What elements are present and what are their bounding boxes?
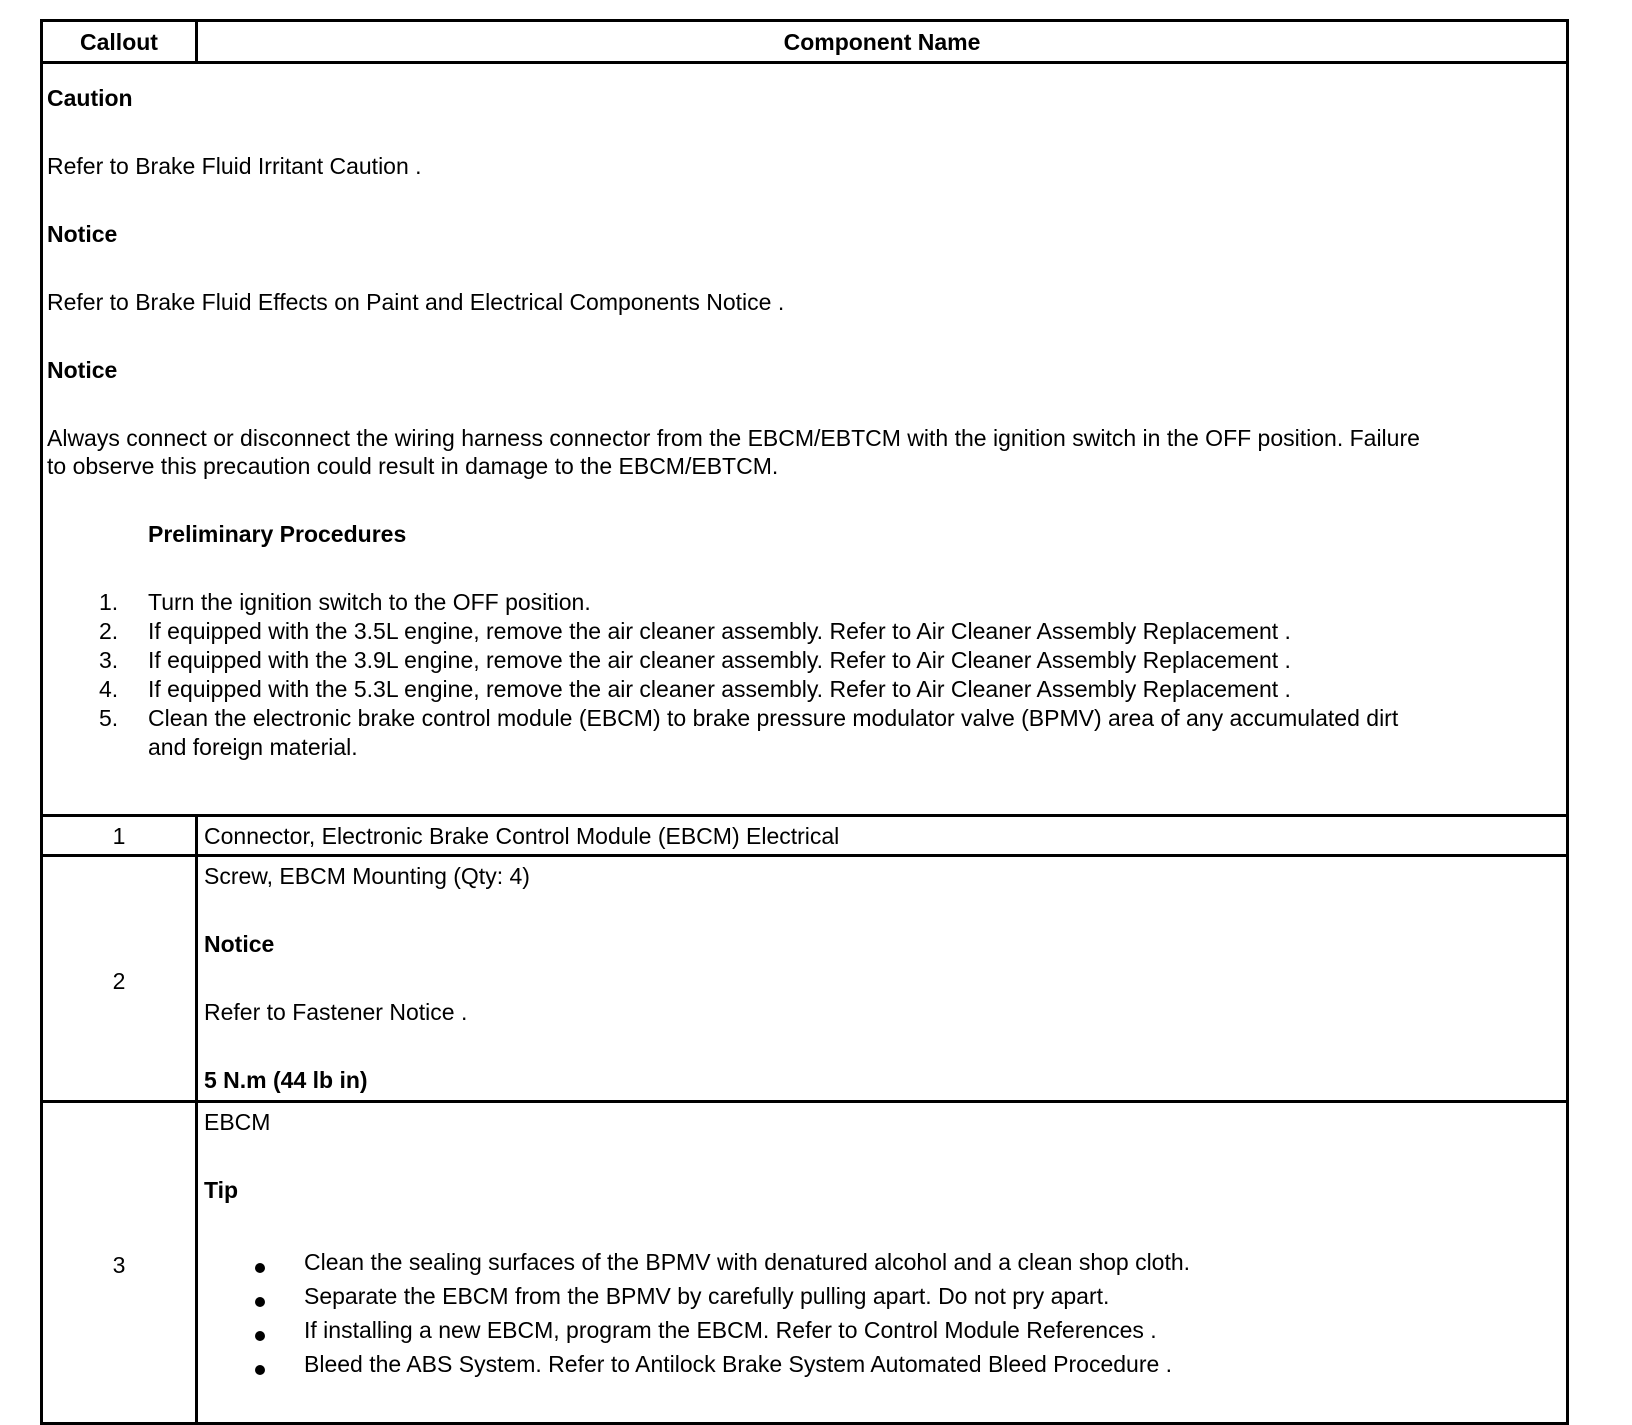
callout-number: 1 <box>112 823 126 849</box>
step-text-continued: and foreign material. <box>148 734 358 760</box>
header-callout: Callout <box>80 29 158 55</box>
notice-title: Notice <box>47 357 118 383</box>
component-name: Screw, EBCM Mounting (Qty: 4) <box>204 863 530 889</box>
header-component-name: Component Name <box>783 29 981 55</box>
notice-text: Refer to Fastener Notice . <box>204 999 468 1025</box>
table-row <box>40 1100 1569 1425</box>
caution-title: Caution <box>47 85 133 111</box>
tip-title: Tip <box>204 1177 239 1203</box>
tip-bullet-text: If installing a new EBCM, program the EBCM. Refer to Control Module References . <box>304 1317 1157 1343</box>
step-text: Turn the ignition switch to the OFF position. <box>148 589 591 615</box>
column-divider <box>195 1103 198 1422</box>
bullet-icon <box>255 1365 265 1375</box>
component-table <box>40 19 1569 1410</box>
bullet-icon <box>255 1263 265 1273</box>
step-text: If equipped with the 3.5L engine, remove the air cleaner assembly. Refer to Air Cleaner Assembly Replacement . <box>148 618 1291 644</box>
component-name: EBCM <box>204 1109 271 1135</box>
step-number: 2. <box>99 618 119 644</box>
intro-row <box>40 61 1569 817</box>
step-number: 4. <box>99 676 119 702</box>
table-row <box>40 854 1569 1103</box>
step-text: Clean the electronic brake control module (EBCM) to brake pressure modulator valve (BPMV) area of any accumulated dirt <box>148 705 1399 731</box>
tip-bullet-text: Clean the sealing surfaces of the BPMV with denatured alcohol and a clean shop cloth. <box>304 1249 1191 1275</box>
table-header-row <box>40 19 1569 64</box>
caution-text: Refer to Brake Fluid Irritant Caution . <box>47 153 422 179</box>
bullet-icon <box>255 1331 265 1341</box>
torque-spec: 5 N.m (44 lb in) <box>204 1067 368 1093</box>
step-number: 3. <box>99 647 119 673</box>
tip-bullet-text: Separate the EBCM from the BPMV by carefully pulling apart. Do not pry apart. <box>304 1283 1110 1309</box>
notice-title: Notice <box>47 221 118 247</box>
callout-number: 2 <box>112 968 126 994</box>
step-number: 1. <box>99 589 119 615</box>
column-divider <box>195 817 198 854</box>
component-name: Connector, Electronic Brake Control Module (EBCM) Electrical <box>204 823 840 849</box>
notice-text: Refer to Brake Fluid Effects on Paint and Electrical Components Notice . <box>47 289 785 315</box>
callout-number: 3 <box>112 1252 126 1278</box>
step-text: If equipped with the 3.9L engine, remove the air cleaner assembly. Refer to Air Cleaner Assembly Replacement . <box>148 647 1291 673</box>
notice-text-line: to observe this precaution could result in damage to the EBCM/EBTCM. <box>47 453 779 479</box>
tip-bullet-text: Bleed the ABS System. Refer to Antilock Brake System Automated Bleed Procedure . <box>304 1351 1173 1377</box>
notice-title: Notice <box>204 931 275 957</box>
notice-text-line: Always connect or disconnect the wiring harness connector from the EBCM/EBTCM with the ignition switch in the OFF position. Failure <box>47 425 1420 451</box>
step-number: 5. <box>99 705 119 731</box>
table-row <box>40 814 1569 857</box>
step-text: If equipped with the 5.3L engine, remove the air cleaner assembly. Refer to Air Cleaner Assembly Replacement . <box>148 676 1291 702</box>
bullet-icon <box>255 1297 265 1307</box>
column-divider <box>195 857 198 1100</box>
preliminary-procedures-title: Preliminary Procedures <box>148 521 407 547</box>
